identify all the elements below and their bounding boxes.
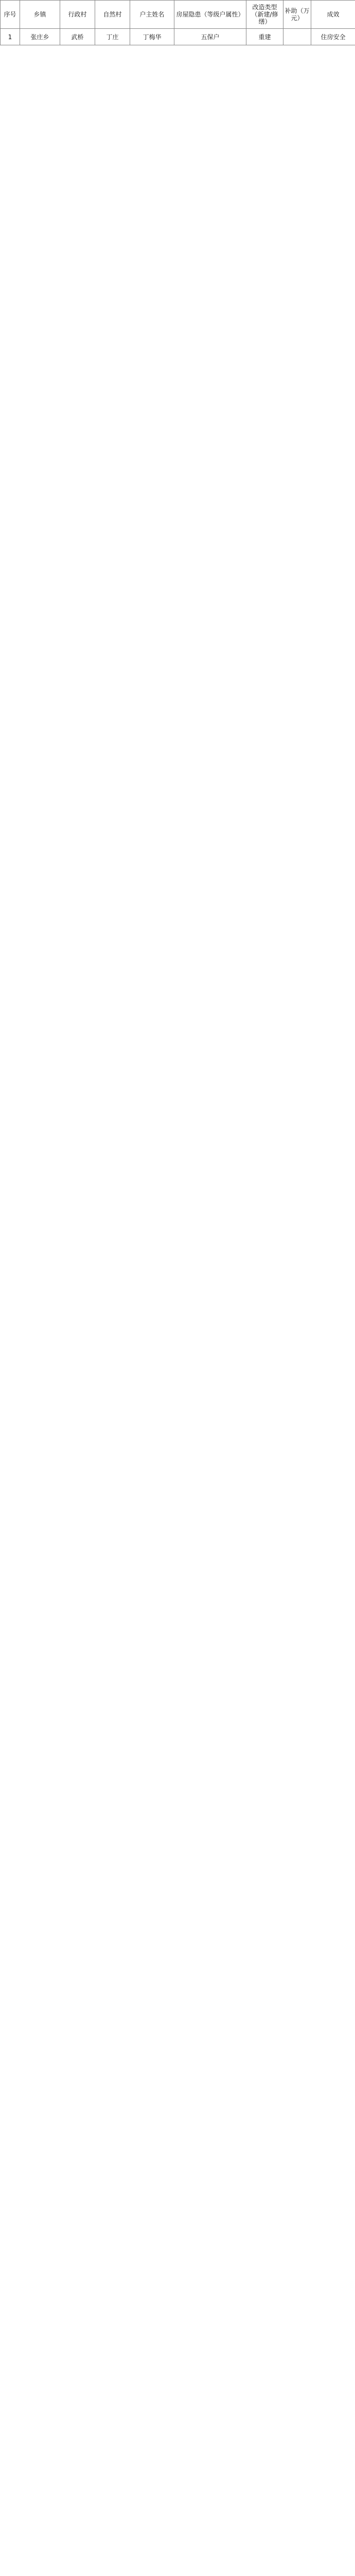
data-sheet <box>0 0 355 45</box>
cell-amount <box>283 29 311 45</box>
header-village: 行政村 <box>60 1 95 29</box>
cell-village: 武桥 <box>60 29 95 45</box>
cell-no: 1 <box>1 29 20 45</box>
header-owner: 户主姓名 <box>130 1 174 29</box>
cell-type: 重建 <box>246 29 283 45</box>
header-result: 成效 <box>311 1 355 29</box>
header-type: 改造类型（新建/修缮） <box>246 1 283 29</box>
cell-owner: 丁梅华 <box>130 29 174 45</box>
cell-category: 五保户 <box>174 29 246 45</box>
table-header-row <box>1 1 355 29</box>
cell-town: 张庄乡 <box>20 29 60 45</box>
header-no: 序号 <box>1 1 20 29</box>
table-body <box>1 29 355 45</box>
header-hamlet: 自然村 <box>95 1 130 29</box>
cell-result: 住房安全 <box>311 29 355 45</box>
cell-hamlet: 丁庄 <box>95 29 130 45</box>
table-row <box>1 29 355 45</box>
renovation-table <box>0 0 355 45</box>
header-town: 乡镇 <box>20 1 60 29</box>
header-category: 房屋隐患（等级户属性） <box>174 1 246 29</box>
header-amount: 补助（万元） <box>283 1 311 29</box>
